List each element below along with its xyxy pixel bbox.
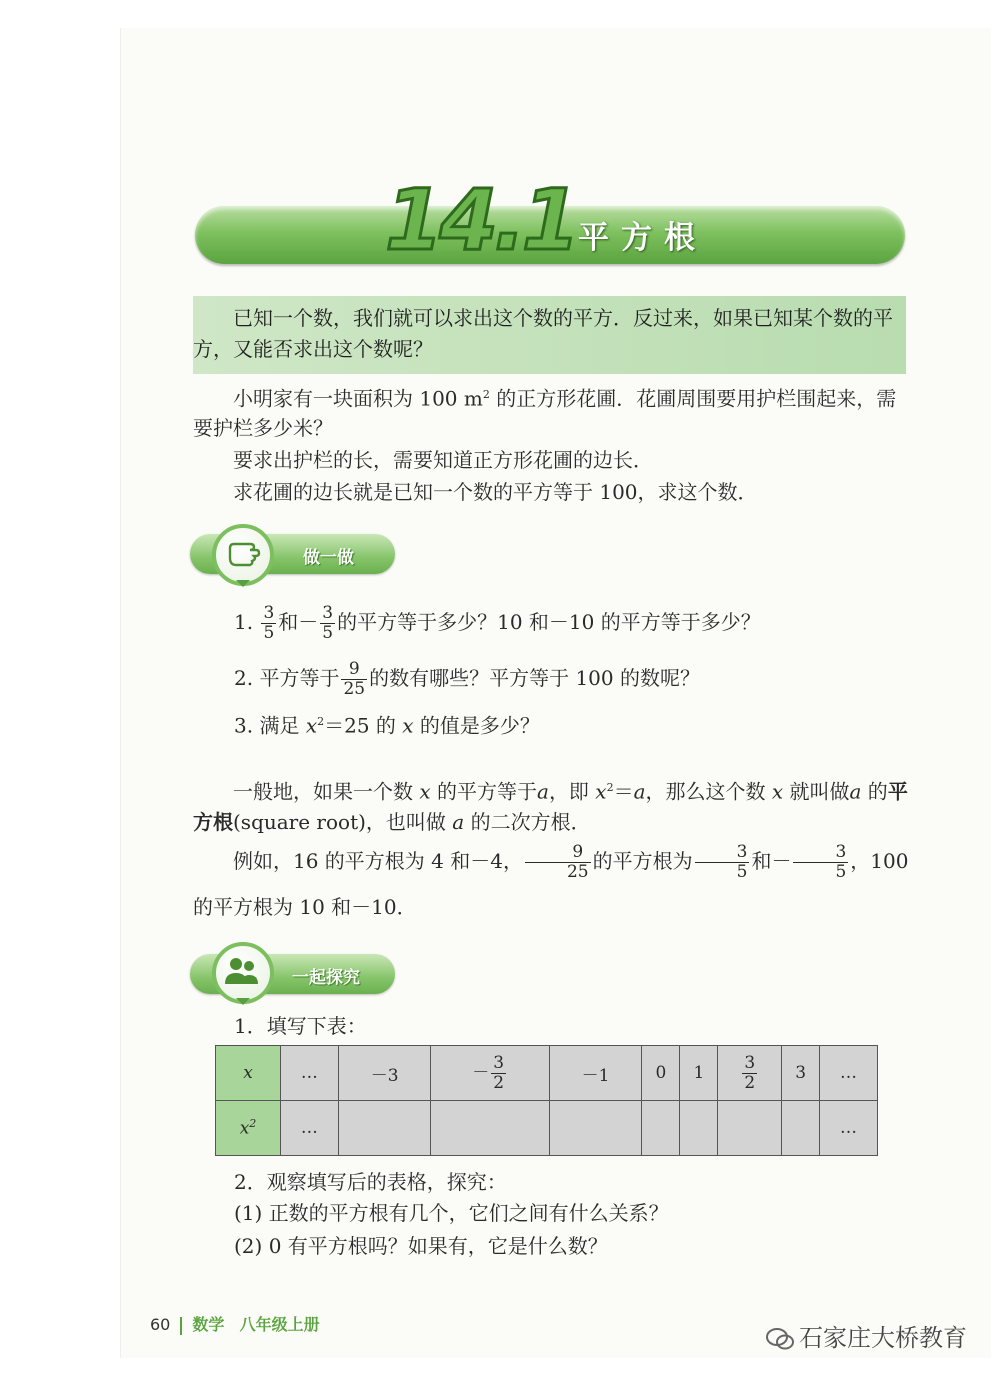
table-cell [549, 1101, 642, 1156]
hand-icon [212, 524, 274, 586]
table-cell [431, 1046, 549, 1101]
task-1: 1．填写下表： [234, 1014, 367, 1038]
table-row [216, 1101, 878, 1156]
q1-text-a: 和－ [278, 610, 319, 634]
definition-paragraph [193, 773, 909, 837]
q1-fraction-a [261, 604, 276, 643]
question-3 [234, 707, 914, 741]
def-a-var-3: a [849, 779, 862, 804]
neg-sign: － [472, 1062, 490, 1083]
tbl-frac2-num: 3 [744, 1052, 756, 1073]
task-2: 2．观察填写后的表格，探究： [234, 1170, 507, 1194]
watermark-text: 石家庄大桥教育 [799, 1324, 967, 1352]
def-term: 平方根 [193, 779, 908, 834]
def-a: 一般地，如果一个数 [233, 779, 420, 804]
q1-fraction-b [320, 604, 335, 643]
def-b: 的平方等于 [430, 779, 537, 804]
q1-frac-a-num: 3 [263, 603, 275, 623]
def-i: 的二次方根． [464, 809, 591, 834]
watermark [765, 1318, 967, 1353]
table-cell [782, 1101, 820, 1156]
fill-table [215, 1045, 878, 1156]
page-footer [150, 1312, 320, 1335]
row-header-x2 [216, 1101, 281, 1156]
q2-text-a: 平方等于 [259, 666, 340, 690]
q2-frac-den: 25 [343, 679, 366, 699]
table-cell: 1 [680, 1046, 718, 1101]
table-cell [718, 1046, 782, 1101]
def-g: 的 [861, 779, 888, 804]
ex-frac-a-den: 25 [566, 862, 589, 882]
paragraph-garden [193, 380, 909, 443]
ex-frac-b-num: 3 [695, 843, 750, 863]
q1-frac-a-den: 5 [263, 623, 275, 643]
paragraph-fence: 要求出护栏的长，需要知道正方形花圃的边长． [233, 448, 653, 472]
row-header-x: x [216, 1046, 281, 1101]
q3-sup: 2 [317, 715, 325, 728]
sub-question-1: (1) 正数的平方根有几个，它们之间有什么关系？ [234, 1201, 669, 1225]
ex-a: 例如，16 的平方根为 4 和－4， [233, 849, 523, 873]
example-paragraph [193, 838, 909, 930]
x2-sup: 2 [249, 1117, 257, 1131]
def-d: ＝ [613, 779, 634, 804]
sub-question-2: (2) 0 有平方根吗？如果有，它是什么数？ [234, 1234, 608, 1258]
table-fraction-neg [491, 1054, 506, 1093]
intro-text: 已知一个数，我们就可以求出这个数的平方．反过来，如果已知某个数的平方，又能否求出这个数呢？ [193, 306, 893, 361]
ex-fraction-b [695, 843, 750, 882]
ex-frac-a-num: 9 [525, 843, 591, 863]
section-number: 14.1 [385, 171, 577, 269]
q3-text-b: ＝25 的 [324, 713, 403, 738]
table-cell: … [820, 1101, 878, 1156]
ex-b: 的平方根为 [592, 849, 693, 873]
para1-text-a: 小明家有一块面积为 100 m [233, 386, 483, 411]
x2-var: x [239, 1118, 250, 1139]
ex-fraction-c [793, 843, 848, 882]
table-cell: －1 [549, 1046, 642, 1101]
def-a-var-4: a [452, 809, 465, 834]
def-x-2: x [595, 779, 607, 804]
table-cell: … [281, 1101, 339, 1156]
ex-frac-c-den: 5 [835, 862, 847, 882]
q1-text-b: 的平方等于多少？10 和－10 的平方等于多少？ [337, 610, 761, 634]
table-cell [718, 1101, 782, 1156]
q3-var-2: x [402, 713, 414, 738]
question-2 [234, 658, 914, 699]
def-h: (square root)，也叫做 [233, 809, 453, 834]
table-cell: 0 [642, 1046, 680, 1101]
footer-grade: 八年级上册 [239, 1315, 320, 1334]
para1-text-b: 的正方形花圃．花圃周围要用护栏围起来，需要护栏多少米？ [193, 386, 897, 440]
def-x: x [419, 779, 431, 804]
q3-number: 3. [234, 713, 254, 738]
def-x-3: x [771, 779, 784, 804]
tbl-frac-den: 2 [493, 1072, 505, 1093]
q2-frac-num: 9 [341, 660, 367, 680]
table-cell [680, 1101, 718, 1156]
q2-text-b: 的数有哪些？平方等于 100 的数呢？ [369, 666, 700, 690]
table-cell: 3 [782, 1046, 820, 1101]
section-title: 平方根 [578, 220, 707, 256]
section-label-explore: 一起探究 [292, 968, 360, 988]
table-row [216, 1046, 878, 1101]
footer-subject: 数学 [192, 1315, 225, 1334]
para1-sup: 2 [482, 388, 490, 401]
ex-c: 和－ [751, 849, 792, 873]
q3-text-a: 满足 [259, 713, 306, 738]
page-number: 60 [150, 1315, 171, 1334]
table-cell: … [281, 1046, 339, 1101]
tbl-frac2-den: 2 [744, 1072, 756, 1093]
wechat-icon [765, 1326, 795, 1352]
def-a-var: a [537, 779, 549, 804]
section-label-try: 做一做 [303, 548, 354, 568]
ex-d: ，100 的平方根为 10 和－10． [193, 849, 909, 919]
people-icon [212, 942, 274, 1004]
def-a-var-2: a [633, 779, 646, 804]
section-pointer-icon-2 [236, 998, 250, 1005]
table-cell [338, 1101, 431, 1156]
tbl-frac-num: 3 [493, 1052, 505, 1073]
table-cell [431, 1101, 549, 1156]
q3-var: x [305, 713, 318, 738]
question-1 [234, 602, 914, 643]
def-c: ，即 [548, 779, 596, 804]
q2-number: 2. [234, 666, 254, 690]
q2-fraction [341, 660, 367, 699]
ex-frac-b-den: 5 [736, 862, 748, 882]
q1-frac-b-num: 3 [322, 603, 334, 623]
ex-frac-c-num: 3 [793, 843, 848, 863]
table-cell [642, 1101, 680, 1156]
paragraph-side: 求花圃的边长就是已知一个数的平方等于 100，求这个数． [233, 480, 758, 504]
def-e: ，那么这个数 [645, 779, 772, 804]
table-fraction-pos [742, 1054, 757, 1093]
def-f: 就叫做 [783, 779, 850, 804]
section-pointer-icon [236, 580, 250, 587]
q1-number: 1. [234, 610, 254, 634]
q3-text-c: 的值是多少？ [413, 713, 540, 738]
table-cell: … [820, 1046, 878, 1101]
footer-divider [180, 1317, 182, 1335]
table-cell: －3 [338, 1046, 431, 1101]
ex-fraction-a [525, 843, 591, 882]
def-sup: 2 [606, 781, 614, 794]
q1-frac-b-den: 5 [322, 623, 334, 643]
